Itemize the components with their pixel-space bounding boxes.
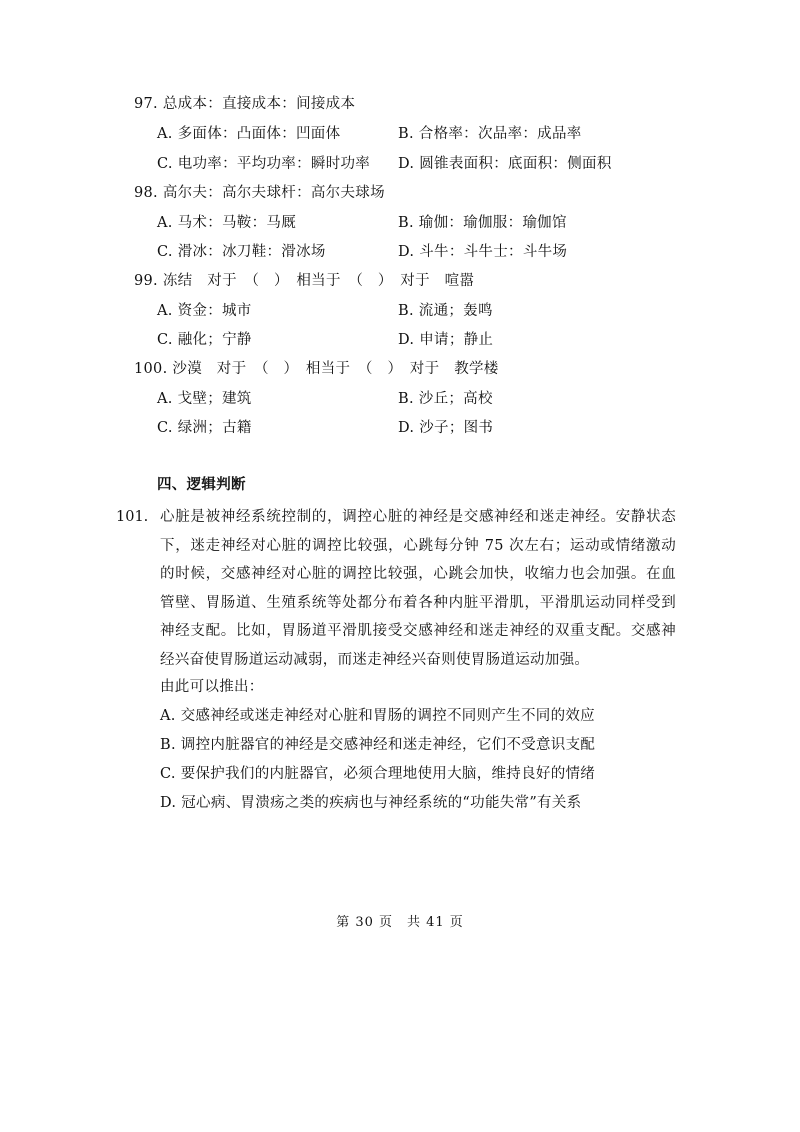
question-99-option-a: A. 资金：城市 bbox=[157, 303, 252, 319]
question-101-option-a: A. 交感神经或迷走神经对心脏和胃肠的调控不同则产生不同的效应 bbox=[160, 708, 595, 724]
question-100-option-a: A. 戈壁；建筑 bbox=[157, 391, 252, 407]
question-98-option-c: C. 滑冰：冰刀鞋：滑冰场 bbox=[157, 244, 326, 260]
page-number-footer: 第 30 页 共 41 页 bbox=[336, 915, 464, 930]
question-100-option-b: B. 沙丘；高校 bbox=[398, 391, 493, 407]
question-101-paragraph: 心脏是被神经系统控制的，调控心脏的神经是交感神经和迷走神经。安静状态下，迷走神经对心脏的调控比较强，心跳每分钟 75 次左右；运动或情绪激动的时候，交感神经对心脏的调控比较强，心跳会加快，收缩力也会加强。在血管壁、胃肠道、生殖系统等处都分布着各种内脏平滑肌，平滑肌运动同样受到神经支配。比如，胃肠道平滑肌接受交感神经和迷走神经的双重支配。交感神经兴奋使胃肠道运动减弱，而迷走神经兴奋则使胃肠道运动加强。 bbox=[160, 509, 676, 668]
question-101-option-c: C. 要保护我们的内脏器官，必须合理地使用大脑，维持良好的情绪 bbox=[160, 766, 596, 782]
question-97-option-b: B. 合格率：次品率：成品率 bbox=[398, 126, 582, 142]
question-99-option-d: D. 申请；静止 bbox=[398, 332, 494, 348]
question-101-option-b: B. 调控内脏器官的神经是交感神经和迷走神经，它们不受意识支配 bbox=[160, 737, 596, 753]
question-101-option-d: D. 冠心病、胃溃疡之类的疾病也与神经系统的“功能失常”有关系 bbox=[160, 795, 582, 811]
question-100-option-d: D. 沙子；图书 bbox=[398, 420, 494, 436]
question-98-option-b: B. 瑜伽：瑜伽服：瑜伽馆 bbox=[398, 215, 567, 231]
question-97-option-c: C. 电功率：平均功率：瞬时功率 bbox=[157, 156, 371, 172]
section-heading: 四、逻辑判断 bbox=[157, 476, 246, 493]
question-99-stem: 99. 冻结 对于 （ ） 相当于 （ ） 对于 喧嚣 bbox=[134, 273, 475, 289]
question-98-stem: 98. 高尔夫：高尔夫球杆：高尔夫球场 bbox=[134, 185, 385, 201]
question-98-option-a: A. 马术：马鞍：马厩 bbox=[157, 215, 296, 231]
question-101-prompt: 由此可以推出： bbox=[160, 679, 264, 695]
question-99-option-c: C. 融化；宁静 bbox=[157, 332, 252, 348]
question-97-option-a: A. 多面体：凸面体：凹面体 bbox=[157, 126, 341, 142]
question-99-option-b: B. 流通；轰鸣 bbox=[398, 303, 493, 319]
question-97-option-d: D. 圆锥表面积：底面积：侧面积 bbox=[398, 156, 612, 172]
question-100-option-c: C. 绿洲；古籍 bbox=[157, 420, 252, 436]
question-100-stem: 100. 沙漠 对于 （ ） 相当于 （ ） 对于 教学楼 bbox=[134, 361, 499, 377]
question-101-number: 101. bbox=[116, 509, 149, 525]
question-98-option-d: D. 斗牛：斗牛士：斗牛场 bbox=[398, 244, 568, 260]
question-97-stem: 97. 总成本：直接成本：间接成本 bbox=[134, 96, 356, 112]
